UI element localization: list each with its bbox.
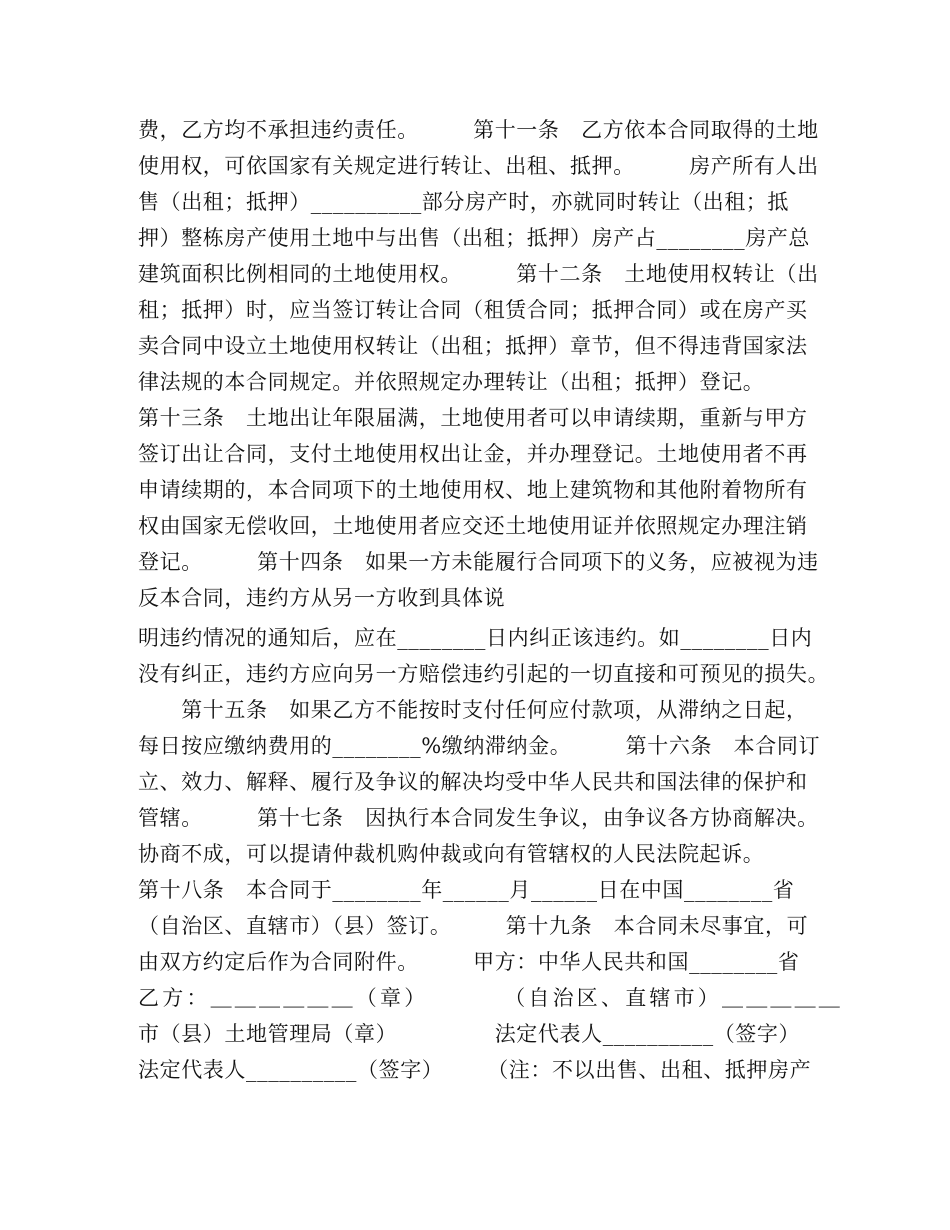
text-line: 第十五条 如果乙方不能按时支付任何应付款项，从滞纳之日起， <box>138 698 808 722</box>
text-line: 申请续期的，本合同项下的土地使用权、地上建筑物和其他附着物所有 <box>138 478 808 502</box>
text-line: 押）整栋房产使用土地中与出售（出租；抵押）房产占________房产总 <box>138 226 810 250</box>
text-line: 市（县）土地管理局（章） 法定代表人__________（签字） <box>138 1022 801 1046</box>
text-line: 建筑面积比例相同的土地使用权。 第十二条 土地使用权转让（出 <box>138 262 819 286</box>
text-line: 登记。 第十四条 如果一方未能履行合同项下的义务，应被视为违 <box>138 550 819 574</box>
text-line: （自治区、直辖市）（县）签订。 第十九条 本合同未尽事宜，可 <box>138 914 809 938</box>
text-line: 权由国家无偿收回，土地使用者应交还土地使用证并依照规定办理注销 <box>138 514 808 538</box>
text-line: 没有纠正，违约方应向另一方赔偿违约引起的一切直接和可预见的损失。 <box>138 662 830 686</box>
text-line: 费，乙方均不承担违约责任。 第十一条 乙方依本合同取得的土地 <box>138 118 819 142</box>
text-line: 签订出让合同，支付土地使用权出让金，并办理登记。土地使用者不再 <box>138 442 808 466</box>
text-line: 协商不成，可以提请仲裁机购仲裁或向有管辖权的人民法院起诉。 <box>138 842 765 866</box>
text-line: 管辖。 第十七条 因执行本合同发生争议，由争议各方协商解决。 <box>138 806 819 830</box>
text-line: 第十八条 本合同于________年______月______日在中国________省 <box>138 878 795 902</box>
text-line: 第十三条 土地出让年限届满，土地使用者可以申请续期，重新与甲方 <box>138 406 808 430</box>
text-line: 明违约情况的通知后，应在________日内纠正该违约。如________日内 <box>138 626 813 650</box>
text-line: 每日按应缴纳费用的________%缴纳滞纳金。 第十六条 本合同订 <box>138 734 821 758</box>
text-line: 卖合同中设立土地使用权转让（出租；抵押）章节，但不得违背国家法 <box>138 334 808 358</box>
text-line: 使用权，可依国家有关规定进行转让、出租、抵押。 房产所有人出 <box>138 154 819 178</box>
text-line: 法定代表人__________（签字） （注：不以出售、出租、抵押房产 <box>138 1058 812 1082</box>
text-line: 乙方：＿＿＿＿＿＿（章） （自治区、直辖市）＿＿＿＿＿ <box>138 986 843 1010</box>
text-line: 租；抵押）时，应当签订转让合同（租赁合同；抵押合同）或在房产买 <box>138 298 808 322</box>
text-line: 反本合同，违约方从另一方收到具体说 <box>138 586 506 610</box>
text-line: 售（出租；抵押）__________部分房产时，亦就同时转让（出租；抵 <box>138 190 789 214</box>
text-line: 由双方约定后作为合同附件。 甲方：中华人民共和国________省 <box>138 950 800 974</box>
text-line: 立、效力、解释、履行及争议的解决均受中华人民共和国法律的保护和 <box>138 770 808 794</box>
text-line: 律法规的本合同规定。并依照规定办理转让（出租；抵押）登记。 <box>138 370 765 394</box>
